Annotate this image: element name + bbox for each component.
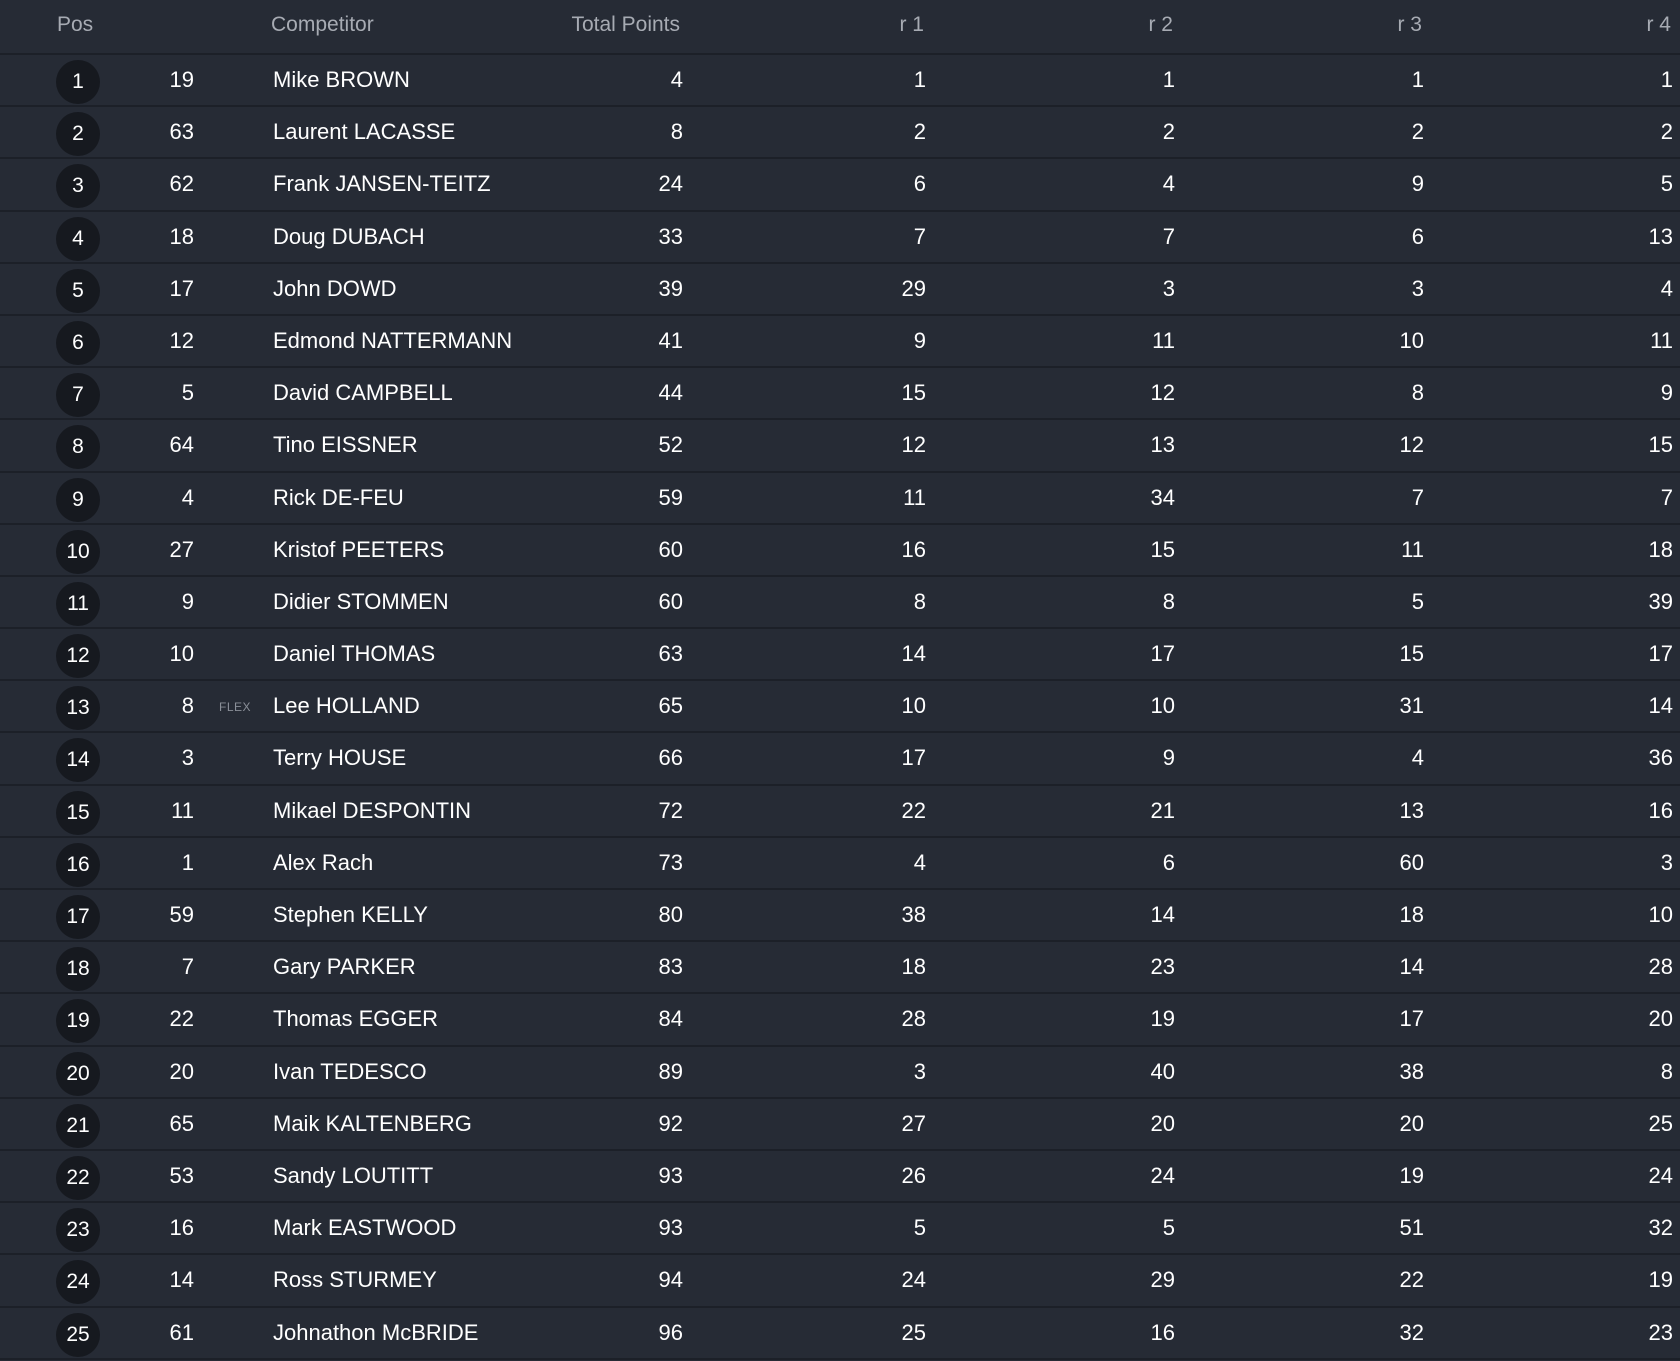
total-points: 73 xyxy=(658,849,683,875)
position-badge: 7 xyxy=(56,373,100,417)
bib-number: 63 xyxy=(169,119,194,145)
bib-number: 3 xyxy=(181,745,194,771)
round-4-result: 19 xyxy=(1648,1267,1673,1293)
round-4-result: 28 xyxy=(1648,954,1673,980)
position-badge: 22 xyxy=(56,1156,100,1200)
round-3-result: 32 xyxy=(1399,1319,1424,1345)
table-body xyxy=(0,55,1680,1360)
position-badge: 15 xyxy=(56,791,100,835)
total-points: 65 xyxy=(658,693,683,719)
competitor-name[interactable]: Maik KALTENBERG xyxy=(273,1110,472,1136)
round-2-result: 8 xyxy=(1162,588,1175,614)
round-1-result: 16 xyxy=(901,536,926,562)
header-pos[interactable]: Pos xyxy=(57,13,94,36)
bib-number: 22 xyxy=(169,1006,194,1032)
round-4-result: 23 xyxy=(1648,1319,1673,1345)
total-points: 60 xyxy=(658,588,683,614)
round-3-result: 20 xyxy=(1399,1110,1424,1136)
competitor-name[interactable]: Didier STOMMEN xyxy=(273,588,449,614)
round-3-result: 60 xyxy=(1399,849,1424,875)
bib-number: 27 xyxy=(169,536,194,562)
total-points: 33 xyxy=(658,223,683,249)
table-row[interactable] xyxy=(0,212,1680,264)
round-2-result: 24 xyxy=(1150,1162,1175,1188)
competitor-name[interactable]: Stephen KELLY xyxy=(273,902,428,927)
round-2-result: 20 xyxy=(1150,1110,1175,1136)
total-points: 92 xyxy=(658,1110,683,1136)
round-4-result: 24 xyxy=(1648,1162,1673,1188)
table-row[interactable] xyxy=(0,629,1680,681)
round-4-result: 18 xyxy=(1648,536,1673,562)
total-points: 89 xyxy=(658,1058,683,1084)
total-points: 63 xyxy=(658,641,683,667)
position-badge: 19 xyxy=(56,999,100,1043)
bib-number: 4 xyxy=(181,484,194,510)
header-r3[interactable]: r 3 xyxy=(1397,13,1422,36)
round-4-result: 39 xyxy=(1648,588,1673,614)
table-row[interactable] xyxy=(0,733,1680,785)
round-2-result: 1 xyxy=(1162,67,1175,92)
position-badge: 14 xyxy=(56,738,100,782)
round-2-result: 2 xyxy=(1162,119,1175,145)
round-1-result: 5 xyxy=(913,1215,926,1241)
round-4-result: 9 xyxy=(1660,380,1673,406)
round-3-result: 10 xyxy=(1399,327,1424,353)
round-2-result: 6 xyxy=(1162,849,1175,875)
round-4-result: 8 xyxy=(1660,1058,1673,1084)
table-row[interactable] xyxy=(0,55,1680,107)
round-2-result: 23 xyxy=(1150,954,1175,980)
competitor-name[interactable]: Mike BROWN xyxy=(273,67,410,92)
total-points: 41 xyxy=(658,327,683,353)
round-3-result: 15 xyxy=(1399,641,1424,667)
competitor-name[interactable]: Rick DE-FEU xyxy=(273,484,404,510)
round-1-result: 27 xyxy=(901,1110,926,1136)
table-row[interactable] xyxy=(0,838,1680,890)
round-1-result: 1 xyxy=(913,67,926,92)
round-4-result: 13 xyxy=(1648,223,1673,249)
round-1-result: 8 xyxy=(913,588,926,614)
round-4-result: 14 xyxy=(1648,693,1673,719)
table-row[interactable] xyxy=(0,368,1680,420)
round-2-result: 5 xyxy=(1162,1215,1175,1241)
position-badge: 16 xyxy=(56,843,100,887)
round-1-result: 29 xyxy=(901,275,926,301)
round-2-result: 3 xyxy=(1162,275,1175,301)
bib-number: 53 xyxy=(169,1162,194,1188)
bib-number: 7 xyxy=(181,954,194,980)
round-3-result: 6 xyxy=(1411,223,1424,249)
bib-number: 9 xyxy=(181,588,194,614)
total-points: 39 xyxy=(658,275,683,301)
round-3-result: 8 xyxy=(1411,380,1424,406)
position-badge: 9 xyxy=(56,478,100,522)
competitor-name[interactable]: John DOWD xyxy=(273,275,397,301)
round-3-result: 18 xyxy=(1399,902,1424,927)
round-3-result: 7 xyxy=(1411,484,1424,510)
round-1-result: 25 xyxy=(901,1319,926,1345)
table-row[interactable] xyxy=(0,1151,1680,1203)
total-points: 93 xyxy=(658,1215,683,1241)
competitor-name[interactable]: Terry HOUSE xyxy=(273,745,407,771)
competitor-name[interactable]: Alex Rach xyxy=(273,849,374,875)
total-points: 96 xyxy=(658,1319,683,1345)
round-4-result: 15 xyxy=(1648,432,1673,458)
rider-tag: FLEX xyxy=(219,700,252,715)
bib-number: 12 xyxy=(169,327,194,353)
competitor-name[interactable]: Ivan TEDESCO xyxy=(273,1058,427,1084)
bib-number: 65 xyxy=(169,1110,194,1136)
position-badge: 5 xyxy=(56,269,100,313)
round-1-result: 24 xyxy=(901,1267,926,1293)
table-row[interactable] xyxy=(0,942,1680,994)
round-1-result: 7 xyxy=(913,223,926,249)
round-2-result: 12 xyxy=(1150,380,1175,406)
position-badge: 1 xyxy=(56,60,100,104)
competitor-name[interactable]: Gary PARKER xyxy=(273,954,416,980)
header-r4[interactable]: r 4 xyxy=(1646,13,1671,36)
position-badge: 12 xyxy=(56,634,100,678)
bib-number: 11 xyxy=(171,797,194,823)
total-points: 93 xyxy=(658,1162,683,1188)
round-1-result: 10 xyxy=(901,693,926,719)
position-badge: 18 xyxy=(56,947,100,991)
competitor-name[interactable]: Doug DUBACH xyxy=(273,223,425,249)
position-badge: 23 xyxy=(56,1208,100,1252)
bib-number: 18 xyxy=(169,223,194,249)
round-4-result: 2 xyxy=(1660,119,1673,145)
header-total-points[interactable]: Total Points xyxy=(571,13,680,36)
round-1-result: 38 xyxy=(901,902,926,927)
round-2-result: 19 xyxy=(1150,1006,1175,1032)
round-1-result: 18 xyxy=(901,954,926,980)
position-badge: 17 xyxy=(56,895,100,939)
competitor-name[interactable]: Mark EASTWOOD xyxy=(273,1215,457,1241)
round-1-result: 15 xyxy=(901,380,926,406)
round-2-result: 4 xyxy=(1162,171,1175,197)
round-2-result: 13 xyxy=(1150,432,1175,458)
position-badge: 10 xyxy=(56,530,100,574)
table-row[interactable] xyxy=(0,316,1680,368)
bib-number: 8 xyxy=(181,693,194,719)
round-2-result: 10 xyxy=(1150,693,1175,719)
round-3-result: 17 xyxy=(1399,1006,1424,1032)
table-row[interactable] xyxy=(0,1047,1680,1099)
total-points: 84 xyxy=(658,1006,683,1032)
total-points: 44 xyxy=(658,380,683,406)
total-points: 83 xyxy=(658,954,683,980)
table-row[interactable] xyxy=(0,420,1680,472)
table-row[interactable] xyxy=(0,681,1680,733)
round-2-result: 14 xyxy=(1150,902,1175,927)
round-4-result: 4 xyxy=(1660,275,1673,301)
position-badge: 3 xyxy=(56,164,100,208)
table-row[interactable] xyxy=(0,1203,1680,1255)
round-1-result: 6 xyxy=(913,171,926,197)
round-1-result: 9 xyxy=(913,327,926,353)
position-badge: 8 xyxy=(56,425,100,469)
total-points: 80 xyxy=(658,902,683,927)
header-r1[interactable]: r 1 xyxy=(899,13,924,36)
table-row[interactable] xyxy=(0,890,1680,942)
competitor-name[interactable]: Lee HOLLAND xyxy=(273,693,420,719)
bib-number: 19 xyxy=(169,67,194,92)
competitor-name[interactable]: Laurent LACASSE xyxy=(273,119,456,145)
round-1-result: 4 xyxy=(913,849,926,875)
round-1-result: 12 xyxy=(901,432,926,458)
position-badge: 21 xyxy=(56,1104,100,1148)
round-3-result: 2 xyxy=(1411,119,1424,145)
round-3-result: 19 xyxy=(1399,1162,1424,1188)
round-2-result: 21 xyxy=(1150,797,1175,823)
round-3-result: 22 xyxy=(1399,1267,1424,1293)
position-badge: 4 xyxy=(56,217,100,261)
round-3-result: 11 xyxy=(1401,536,1424,562)
total-points: 4 xyxy=(670,67,683,92)
round-4-result: 5 xyxy=(1660,171,1673,197)
bib-number: 62 xyxy=(169,171,194,197)
total-points: 72 xyxy=(658,797,683,823)
bib-number: 64 xyxy=(169,432,194,458)
round-2-result: 11 xyxy=(1152,327,1175,353)
bib-number: 61 xyxy=(169,1319,194,1345)
competitor-name[interactable]: Kristof PEETERS xyxy=(273,536,445,562)
round-4-result: 11 xyxy=(1650,327,1673,353)
round-3-result: 4 xyxy=(1411,745,1424,771)
total-points: 94 xyxy=(658,1267,683,1293)
position-badge: 2 xyxy=(56,112,100,156)
round-2-result: 40 xyxy=(1150,1058,1175,1084)
table-row[interactable] xyxy=(0,525,1680,577)
position-badge: 13 xyxy=(56,686,100,730)
round-1-result: 17 xyxy=(901,745,926,771)
round-2-result: 17 xyxy=(1150,641,1175,667)
position-badge: 24 xyxy=(56,1260,100,1304)
competitor-name[interactable]: Daniel THOMAS xyxy=(273,641,436,667)
total-points: 60 xyxy=(658,536,683,562)
round-4-result: 7 xyxy=(1660,484,1673,510)
bib-number: 5 xyxy=(181,380,194,406)
round-3-result: 1 xyxy=(1411,67,1424,92)
total-points: 52 xyxy=(658,432,683,458)
round-1-result: 22 xyxy=(901,797,926,823)
competitor-name[interactable]: Tino EISSNER xyxy=(273,432,418,458)
table-row[interactable] xyxy=(0,994,1680,1046)
round-3-result: 5 xyxy=(1411,588,1424,614)
round-3-result: 12 xyxy=(1399,432,1424,458)
total-points: 8 xyxy=(670,119,683,145)
bib-number: 1 xyxy=(181,849,194,875)
competitor-name[interactable]: David CAMPBELL xyxy=(273,380,453,406)
table-row[interactable] xyxy=(0,786,1680,838)
round-1-result: 28 xyxy=(901,1006,926,1032)
bib-number: 59 xyxy=(169,902,194,927)
header-r2[interactable]: r 2 xyxy=(1148,13,1173,36)
round-4-result: 10 xyxy=(1648,902,1673,927)
round-4-result: 32 xyxy=(1648,1215,1673,1241)
round-3-result: 51 xyxy=(1399,1215,1424,1241)
round-2-result: 29 xyxy=(1150,1267,1175,1293)
round-2-result: 9 xyxy=(1162,745,1175,771)
total-points: 24 xyxy=(658,171,683,197)
total-points: 66 xyxy=(658,745,683,771)
bib-number: 17 xyxy=(169,275,194,301)
round-1-result: 2 xyxy=(913,119,926,145)
round-4-result: 1 xyxy=(1660,67,1673,92)
round-3-result: 3 xyxy=(1411,275,1424,301)
position-badge: 11 xyxy=(56,582,100,626)
round-3-result: 14 xyxy=(1399,954,1424,980)
round-4-result: 17 xyxy=(1648,641,1673,667)
table-row[interactable] xyxy=(0,264,1680,316)
bib-number: 20 xyxy=(169,1058,194,1084)
round-3-result: 38 xyxy=(1399,1058,1424,1084)
position-badge: 25 xyxy=(56,1313,100,1357)
round-4-result: 16 xyxy=(1648,797,1673,823)
table-row[interactable] xyxy=(0,1099,1680,1151)
round-1-result: 11 xyxy=(903,484,926,510)
competitor-name[interactable]: Mikael DESPONTIN xyxy=(273,797,472,823)
round-3-result: 31 xyxy=(1399,693,1424,719)
table-row[interactable] xyxy=(0,473,1680,525)
round-4-result: 36 xyxy=(1648,745,1673,771)
table-row[interactable] xyxy=(0,577,1680,629)
table-row[interactable] xyxy=(0,107,1680,159)
round-4-result: 25 xyxy=(1648,1110,1673,1136)
round-2-result: 16 xyxy=(1150,1319,1175,1345)
total-points: 59 xyxy=(658,484,683,510)
table-row[interactable] xyxy=(0,1308,1680,1360)
header-competitor[interactable]: Competitor xyxy=(271,13,374,36)
round-2-result: 34 xyxy=(1150,484,1175,510)
position-badge: 6 xyxy=(56,321,100,365)
round-4-result: 20 xyxy=(1648,1006,1673,1032)
competitor-name[interactable]: Johnathon McBRIDE xyxy=(273,1319,479,1345)
competitor-name[interactable]: Frank JANSEN-TEITZ xyxy=(273,171,491,197)
round-1-result: 14 xyxy=(901,641,926,667)
competitor-name[interactable]: Ross STURMEY xyxy=(273,1267,437,1293)
bib-number: 10 xyxy=(169,641,194,667)
competitor-name[interactable]: Edmond NATTERMANN xyxy=(273,327,513,353)
round-3-result: 9 xyxy=(1411,171,1424,197)
table-row[interactable] xyxy=(0,159,1680,211)
competitor-name[interactable]: Sandy LOUTITT xyxy=(273,1162,434,1188)
table-header xyxy=(0,0,1680,55)
round-4-result: 3 xyxy=(1660,849,1673,875)
round-1-result: 26 xyxy=(901,1162,926,1188)
round-3-result: 13 xyxy=(1399,797,1424,823)
round-1-result: 3 xyxy=(913,1058,926,1084)
round-2-result: 7 xyxy=(1162,223,1175,249)
table-row[interactable] xyxy=(0,1255,1680,1307)
competitor-name[interactable]: Thomas EGGER xyxy=(273,1006,439,1032)
position-badge: 20 xyxy=(56,1052,100,1096)
round-2-result: 15 xyxy=(1150,536,1175,562)
bib-number: 14 xyxy=(169,1267,194,1293)
bib-number: 16 xyxy=(169,1215,194,1241)
